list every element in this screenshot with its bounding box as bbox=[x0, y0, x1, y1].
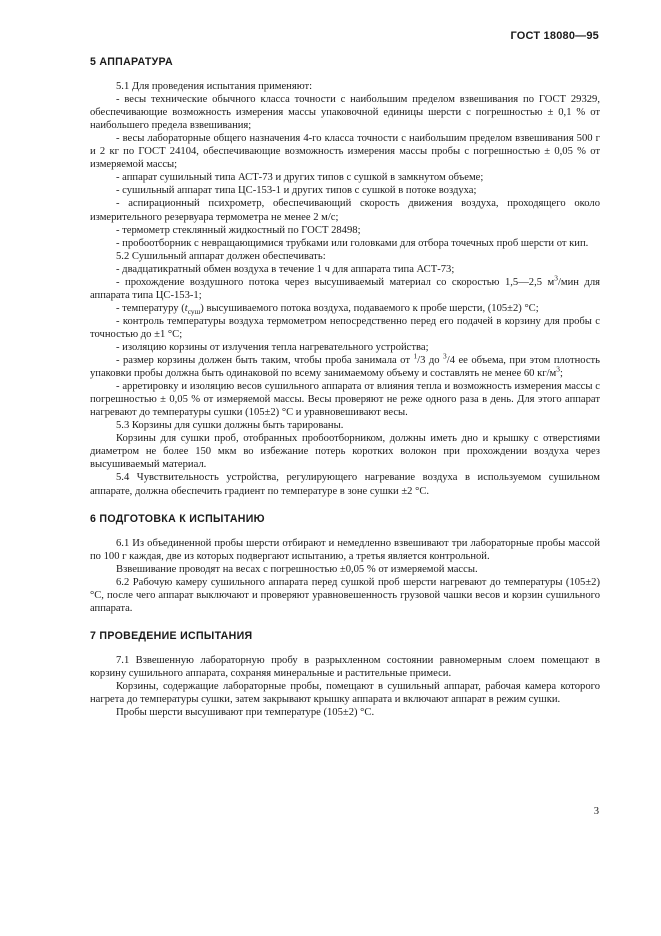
subscript: суш bbox=[187, 306, 201, 316]
paragraph bbox=[90, 273, 600, 302]
superscript: 3 bbox=[554, 273, 558, 283]
paragraph: 5.1 Для проведения испытания применяют: bbox=[116, 81, 313, 93]
page-number: 3 bbox=[593, 806, 599, 817]
paragraph: - контроль температуры воздуха термометром непосредственно перед его подачей в корзину для пробы с точностью до ±1 °С; bbox=[90, 315, 600, 340]
paragraph bbox=[90, 351, 601, 380]
paragraph: 5.4 Чувствительность устройства, регулирующего нагревание воздуха в используемом сушильном аппарате, должна обеспечить градиент по температуре в зоне сушки ±2 °С. bbox=[90, 472, 600, 497]
paragraph: - сушильный аппарат типа ЦС-153-1 и других типов с сушкой в потоке воздуха; bbox=[116, 185, 477, 197]
paragraph: - весы технические обычного класса точности с наибольшим пределом взвешивания по ГОСТ 29329, обеспечивающие возможность измерения массы упаковочной единицы шерсти с погрешностью ± 0,1 % от наибольшего предела взвешивания; bbox=[90, 94, 600, 132]
text-run: - прохождение воздушного потока через высушиваемый материал со скоростью 1,5—2,5 м bbox=[116, 276, 555, 288]
paragraph: - аспирационный психрометр, обеспечивающий скорость движения воздуха, проходящего около измерительного резервуара термометра не менее 2 м/с; bbox=[90, 198, 600, 223]
paragraph: - изоляцию корзины от излучения тепла нагревательного устройства; bbox=[116, 341, 429, 353]
fraction-denominator: /4 bbox=[446, 355, 455, 367]
paragraph: - пробоотборник с невращающимися трубками или головками для отбора точечных проб шерсти от кип. bbox=[116, 237, 589, 249]
fraction-numerator: 1 bbox=[413, 351, 418, 361]
paragraph bbox=[90, 302, 600, 315]
paragraph: Взвешивание проводят на весах с погрешностью ±0,05 % от измеряемой массы. bbox=[116, 563, 478, 575]
paragraph: 6.2 Рабочую камеру сушильного аппарата перед сушкой проб шерсти нагревают до температуры (105±2) °С, после чего аппарат выключают и проверяют уравновешенность грузовой чашки весов и корзин сушильного аппарата. bbox=[90, 576, 600, 614]
paragraph: Корзины, содержащие лабораторные пробы, помещают в сушильный аппарат, рабочая камера которого нагрета до температуры сушки, затем закрывают крышку аппарата и включают аппарат в режим сушки. bbox=[90, 681, 600, 706]
paragraph: Пробы шерсти высушивают при температуре (105±2) °С. bbox=[116, 707, 375, 719]
text-run: ; bbox=[559, 368, 563, 380]
paragraph: - аппарат сушильный типа АСТ-73 и других типов с сушкой в замкнутом объеме; bbox=[116, 172, 484, 184]
section-6-heading: 6 ПОДГОТОВКА К ИСПЫТАНИЮ bbox=[90, 512, 265, 525]
paragraph: - арретировку и изоляцию весов сушильного аппарата от влияния тепла и возможность измерения массы с погрешностью ± 0,05 % от измеряемой массы. Весы проверяют не реже одного раза в день. Для этого аппарат нагревают до температуры сушки (105±2) °С и уравновешивают весы. bbox=[90, 381, 600, 419]
fraction-numerator: 3 bbox=[443, 351, 447, 361]
paragraph: - весы лабораторные общего назначения 4-го класса точности с наибольшим пределом взвешивания 500 г и 2 кг по ГОСТ 24104, обеспечивающие возможность измерения массы пробы с погрешностью ± 0,05 % от измеряемой массы; bbox=[90, 133, 600, 171]
section-7-heading: 7 ПРОВЕДЕНИЕ ИСПЫТАНИЯ bbox=[90, 629, 253, 642]
text-run: /мин для аппарата типа ЦС-153-1; bbox=[90, 276, 600, 301]
document-body bbox=[90, 56, 600, 719]
section-5-heading: 5 АППАРАТУРА bbox=[90, 56, 173, 68]
text-run: до bbox=[425, 355, 444, 367]
page-header-standard: ГОСТ 18080—95 bbox=[510, 30, 599, 42]
paragraph: 5.2 Сушильный аппарат должен обеспечивать: bbox=[116, 250, 326, 262]
paragraph: - термометр стеклянный жидкостный по ГОСТ 28498; bbox=[116, 224, 361, 236]
paragraph: Корзины для сушки проб, отобранных пробоотборником, должны иметь дно и крышку с отверстиями диаметром не более 150 мкм во избежание потерь коротких волокон при прохождении воздуха через высушиваемый материал. bbox=[90, 433, 600, 471]
superscript: 3 bbox=[556, 364, 560, 374]
text-run: - температуру ( bbox=[116, 302, 185, 314]
paragraph: 6.1 Из объединенной пробы шерсти отбирают и немедленно взвешивают три лабораторные пробы массой по 100 г каждая, две из которых подвергают испытанию, а третья является контрольной. bbox=[90, 537, 600, 562]
text-run: ) высушиваемого потока воздуха, подаваемого к пробе шерсти, (105±2) °С; bbox=[200, 302, 539, 314]
paragraph: 5.3 Корзины для сушки должны быть тарированы. bbox=[116, 420, 344, 432]
text-run: ее объема, при этом плотность упаковки пробы должна быть одинаковой по всему занимаемому объему и составлять не менее 60 кг/м bbox=[90, 355, 601, 380]
paragraph: 7.1 Взвешенную лабораторную пробу в разрыхленном состоянии равномерным слоем помещают в корзину сушильного аппарата, сохраняя минеральные и растительные примеси. bbox=[90, 654, 600, 679]
text-run: - размер корзины должен быть таким, чтобы проба занимала от bbox=[116, 355, 414, 367]
symbol-t: t bbox=[184, 302, 188, 314]
paragraph: - двадцатикратный обмен воздуха в течение 1 ч для аппарата типа АСТ-73; bbox=[116, 263, 455, 275]
fraction-denominator: /3 bbox=[417, 355, 426, 367]
